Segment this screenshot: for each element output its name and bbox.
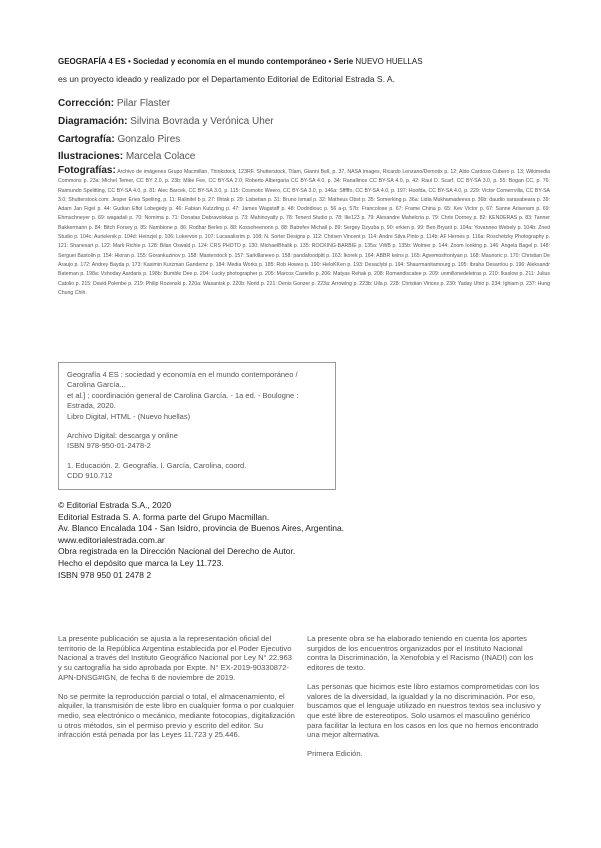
isbn: ISBN 978 950 01 2478 2	[58, 569, 152, 580]
credit-label: Ilustraciones:	[58, 151, 124, 162]
edition-note: Primera Edición.	[307, 749, 363, 759]
credit-value: Silvina Bovrada y Verónica Uher	[130, 116, 274, 127]
legal-column-left	[58, 634, 295, 749]
credit-value: Pilar Flaster	[116, 98, 171, 109]
book-title-line	[58, 57, 423, 66]
credit-diagramacion	[58, 116, 274, 127]
book-title: GEOGRAFÍA 4 ES • Sociedad y economía en el mundo contemporáneo • Serie	[58, 57, 354, 66]
deposit-note: Hecho el depósito que marca la Ley 11.723.	[58, 557, 224, 568]
publisher-group: Editorial Estrada S. A. forma parte del Grupo Macmillan.	[58, 511, 270, 522]
project-subtitle: es un proyecto ideado y realizado por el Departamento Editorial de Editorial Estrada S. A.	[58, 74, 395, 84]
photo-credits-label: Fotografías:	[58, 165, 116, 176]
copyright-block	[58, 500, 344, 581]
credit-cartografia	[58, 134, 180, 145]
catalog-record-box	[58, 362, 336, 490]
series-name: NUEVO HUELLAS	[355, 57, 423, 66]
credit-value: Gonzalo Pires	[117, 134, 181, 145]
photo-credits	[58, 166, 550, 298]
inadi-notice: La presente obra se ha elaborado teniendo en cuenta los aportes surgidos de los encuentros organizados por el Instituto Nacional contra la Discriminación, la Xenofobia y el Racismo (INADI) con los editores de texto.	[307, 634, 534, 673]
registration-note: Obra registrada en la Dirección Nacional del Derecho de Autor.	[58, 546, 296, 557]
credit-label: Diagramación:	[58, 116, 128, 127]
catalog-line: 1. Educación. 2. Geografía. I. García, Carolina, coord.	[67, 460, 247, 470]
catalog-isbn: ISBN 978-950-01-2478-2	[67, 441, 151, 451]
legal-column-right	[307, 634, 544, 768]
inclusive-language-notice: Las personas que hicimos este libro estamos comprometidas con los valores de la diversidad, la igualdad y la no discriminación. Por eso, buscamos que el lenguaje utilizado en nuestros textos sea inclusivo y que esté libre de estereotipos. Solo usamos el masculino genérico para facilitar la lectura en los casos en los que no hemos encontrado una mejor alternativa.	[307, 681, 541, 740]
credit-value: Marcela Colace	[125, 151, 196, 162]
reproduction-notice: No se permite la reproducción parcial o total, el almacenamiento, el alquiler, la transmisión de este libro en cualquier forma o por cualquier medio, sea electrónico o mecánico, mediante fotocopias, digitalización u otros métodos, sin el permiso previo y escrito del editor. Su infracción está penada por las Leyes 11.723 y 25.446.	[58, 691, 295, 740]
catalog-line: Archivo Digital: descarga y online	[67, 431, 178, 441]
catalog-line: et al.] ; coordinación general de Carolina García. - 1a ed. - Boulogne : Estrada, 2020.	[67, 390, 299, 411]
copyright-line: © Editorial Estrada S.A., 2020	[58, 500, 172, 510]
credit-ilustraciones	[58, 151, 195, 162]
catalog-line: Geografía 4 ES : sociedad y economía en el mundo contemporáneo / Carolina García...	[67, 370, 298, 390]
catalog-cdd: CDD 910.712	[67, 471, 113, 481]
credit-label: Cartografía:	[58, 134, 115, 145]
photo-credits-text: Archivo de imágenes Grupo Macmillan, Thinkstock, 123RF, Shutterstock, Tilam, Gianni Bell, p. 37, NASA images, Ricardo Lenzano/Demotix p. 12; Aldo Cardoso Cubero p. 13; Wikimedia Commons p. 23a: Michel Temer, CC BY 2.0, p. 23b: Mike Fee, CC BY-SA 2.0; Roberto Albergaria CC BY-SA 4.0, p. 34: Ranallinos CC BY-SA 4.0, p. 42: Raul D. Scarf, CC BY-SA 3.0, p. 55: Bogan CC, p. 76: Raimundo Spelitting, CC BY-SA 4.0, p. 81: Alec Barcek, CC BY-SA 3.0, p. 115: Cosmotic Weero, CC BY-SA 3.0, p. 146a: Sfffffo, CC BY-SA 4.0, p. 197: Hoofda, CC BY-SA 4.0, p. 229: Victor Comerrvilla, CC BY-SA 3.0; Shutterstock.com: Jesper Eries Spelling, p. 11: Ralinitel b p. 27: Ilhtak p. 29: Lisbetian p. 31: Bruno Ismail p. 32: Matheus Obst p. 35: Somerking p. 36a: Lidia Mukhamadeeva p. 36b: daudio sarasabeara p. 39: Adam Jan Figel p. 44: Gudian Effol Lobegedy p. 46: Fabian Kutzzling p. 47: James Wagstaff p. 48: Dodridiouc p. 56 a-p. 57b: Francolose p. 67: Frame China p. 65: Kev Victor p. 67: Sanne Arisenam p. 69: Ehmuchneyer p. 69: wagadali p. 70: Nomima p. 71: Donatas Dabravolskas p. 73: Mahinoyatly p. 78: Tenerd Studio p. 78: Ilie123 p. 79: Alexandre Mahelcria p. 79: Chris Dorney p. 82: KENDERAS p. 83: Tanner Bakkermann p. 84: Bitch Forsey p. 85: Nambione p. 86: Rodhar Berles p. 88: Kossoheenonn p. 88: Batrefev Michail p. 89: Sergey Dzyuba p. 90: erkien p. 99: Ben Bryant p. 104a: Yovanneo Webely p. 104b: Zned Studio p. 104c: Aurielenik p. 104d: Heinzjel p. 106: Lokervon p. 107: Lucasalisrim p. 108: N. Sorter Designs p. 112: Chrisen Vincent p. 114: Andre Silva Pinto p. 114b: AF Hernes p. 116a: Roschetzky Photography p. 121: Shanesart p. 122: Mark Richie p. 128: Bilan Oswald p. 124: CRS PHOTO p. 130: MichaelBhalik p. 135: ROCKING-BARBIE p. 135a: VWB p. 135b: Wolmer p. 144: Zoom Ionking p. 146: Angela Bagel p. 148: Serguei Bastolin p. 154: Hioran p. 155: Gorankuzinov p. 158: Masterstock p. 157: Sarkillaneeo p. 158: pandafoodpitt p. 163: Ikorek p. 164: ABBR keins p. 165: Agvemosfrontyan p. 168: Maurioric p. 170: Christian De Araujo p. 172: Andrey Bayda p. 173: Kasimin Kurzman Gandemz p. 184: Media Works p. 185: Rob Howes p. 190: HeloKKen p. 193: Desaclybi p. 194: Shaurmanitamourg p. 195: Ibraha Desarrlou p. 196: Aleksandr Bateman p. 198a: Vshoday Aardaris p. 198b: Bumble Dee p. 204: Lucky photographer p. 205: Marcos Castello p. 206: Matyas Rehak p. 208: Romandiscatee p. 209: unmillonedeletras p. 210: Ikaslow p. 211: Julius Catolio p. 215: David Polenbe p. 219: Philip Rozenski p. 220a: Wasanisk p. 220b: Norld p. 221: Denis Gonzer p. 223a: Arrowing p. 223b: Uila p. 228: Christian Vinces p. 230: Yaday Uhio p. 234: Ighiam p. 237: Hung Chung Chih.	[58, 169, 550, 296]
catalog-line: Libro Digital, HTML - (Nuevo huellas)	[67, 411, 191, 421]
publisher-address: Av. Blanco Encalada 104 - San Isidro, provincia de Buenos Aires, Argentina.	[58, 523, 345, 534]
cartography-notice: La presente publicación se ajusta a la representación oficial del territorio de la República Argentina establecida por el Poder Ejecutivo Nacional a través del Instituto Geográfico Nacional por Ley N° 22.963 y su cartografía ha sido aprobada por Expte. N° EX-2019-90330872-APN-DNSG#IGN, de fecha 6 de noviembre de 2019.	[58, 634, 292, 682]
publisher-website: www.editorialestrada.com.ar	[58, 534, 165, 545]
credit-correccion	[58, 98, 170, 109]
credit-label: Corrección:	[58, 98, 115, 109]
